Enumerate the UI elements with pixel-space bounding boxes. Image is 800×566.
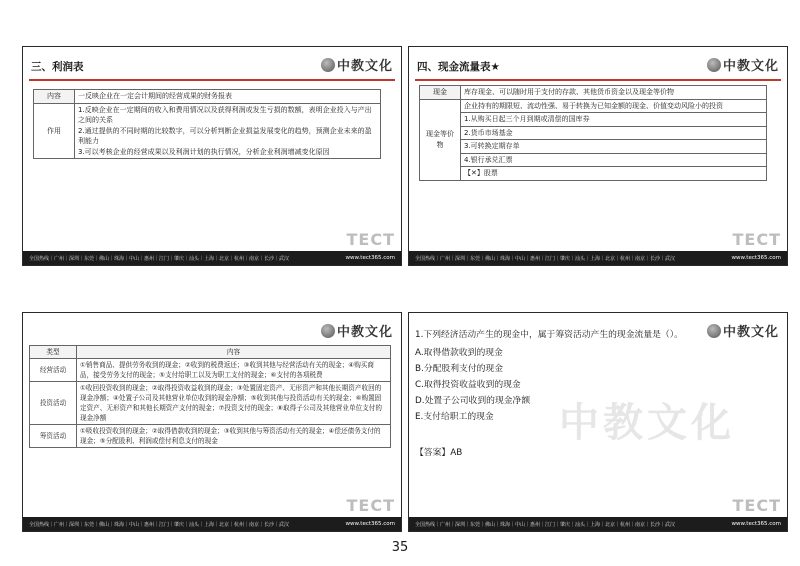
row-description: 企业持有的期限短、流动性强、易于转换为已知金额的现金、价值变动风险小的投资 [461, 99, 767, 113]
table-row [420, 126, 767, 140]
footer-nav: 全国热线｜广州｜深圳｜东莞｜佛山｜珠海｜中山｜惠州｜江门｜肇庆｜汕头｜上海｜北京｜杭州｜南京｜长沙｜武汉 [415, 521, 676, 528]
footer-url: www.tect365.com [731, 521, 781, 527]
list-item: 4.银行承兑汇票 [461, 153, 767, 167]
table-row [34, 90, 381, 104]
footer-nav: 全国热线｜广州｜深圳｜东莞｜佛山｜珠海｜中山｜惠州｜江门｜肇庆｜汕头｜上海｜北京｜杭州｜南京｜长沙｜武汉 [29, 255, 290, 262]
table-row [420, 167, 767, 181]
slide-footer [409, 251, 787, 265]
table-row [420, 86, 767, 100]
tect-watermark: TECT [346, 496, 395, 515]
brand-logo [321, 55, 393, 74]
footer-url: www.tect365.com [345, 521, 395, 527]
footer-nav: 全国热线｜广州｜深圳｜东莞｜佛山｜珠海｜中山｜惠州｜江门｜肇庆｜汕头｜上海｜北京｜杭州｜南京｜长沙｜武汉 [29, 521, 290, 528]
cash-flow-category-table [29, 345, 391, 448]
title-divider [415, 79, 781, 81]
option-b: B.分配股利支付的现金 [415, 364, 504, 374]
table-row [30, 382, 391, 425]
table-row [420, 113, 767, 127]
slide-title: 四、现金流量表★ [417, 61, 500, 73]
row-label: 现金等价物 [420, 99, 461, 180]
list-item: 3.可以考核企业的经营成果以及利润计划的执行情况，分析企业利润增减变化原因 [78, 147, 330, 156]
logo-globe-icon [321, 324, 335, 338]
logo-text: 中教文化 [722, 59, 779, 74]
row-content: ①销售商品、提供劳务收到的现金；②收到的税费返还；③收到其他与经营活动有关的现金；④购买商品，接受劳务支付的现金；⑤支付给职工以及为职工支付的现金；⑥支付的各项税费 [77, 359, 391, 382]
tect-watermark: TECT [346, 230, 395, 249]
page-number: 35 [391, 540, 409, 555]
table-row [30, 425, 391, 448]
list-item: 3.可转换定期存单 [461, 140, 767, 154]
logo-text: 中教文化 [722, 325, 779, 340]
row-content: ①收回投资收到的现金；②取得投资收益收到的现金；③处置固定资产、无形资产和其他长期资产收回的现金净额；④处置子公司及其他营业单位收到的现金净额；⑤收到其他与投资活动有关的现金；⑥购置固定资产、无形资产和其他长期资产支付的现金；⑦投资支付的现金；⑧取得子公司及其他营业单位支付的现金净额 [77, 382, 391, 425]
logo-text: 中教文化 [336, 59, 393, 74]
list-item: 1.反映企业在一定期间的收入和费用情况以及获得利润或发生亏损的数额，表明企业投入与产出之间的关系 [78, 105, 372, 124]
row-type: 经营活动 [30, 359, 77, 382]
slide-title: 三、利润表 [31, 61, 84, 73]
row-type: 筹资活动 [30, 425, 77, 448]
question-text: 1.下列经济活动产生的现金中，属于筹资活动产生的现金流量是（）。 [415, 330, 683, 340]
table-row [420, 99, 767, 113]
tect-watermark: TECT [732, 496, 781, 515]
row-label: 作用 [34, 103, 75, 159]
title-divider [29, 79, 395, 81]
option-c: C.取得投资收益收到的现金 [415, 380, 521, 390]
column-header-type: 类型 [30, 346, 77, 359]
logo-globe-icon [707, 324, 721, 338]
income-statement-table [33, 89, 381, 159]
row-type: 投资活动 [30, 382, 77, 425]
row-label: 现金 [420, 86, 461, 100]
brand-logo [707, 55, 779, 74]
footer-url: www.tect365.com [731, 255, 781, 261]
table-row [34, 103, 381, 159]
table-row [30, 359, 391, 382]
footer-nav: 全国热线｜广州｜深圳｜东莞｜佛山｜珠海｜中山｜惠州｜江门｜肇庆｜汕头｜上海｜北京｜杭州｜南京｜长沙｜武汉 [415, 255, 676, 262]
option-d: D.处置子公司收到的现金净额 [415, 396, 531, 406]
brand-logo [321, 321, 393, 340]
option-e: E.支付给职工的现金 [415, 412, 494, 422]
row-value: 库存现金、可以随时用于支付的存款、其他货币资金以及现金等价物 [461, 86, 767, 100]
cash-definition-table [419, 85, 767, 181]
answer-text: 【答案】AB [415, 448, 463, 458]
slide-cash-flow-categories [22, 312, 402, 532]
brand-logo [707, 321, 779, 340]
logo-globe-icon [321, 58, 335, 72]
list-item: 2.通过提供的不同时期的比较数字，可以分析判断企业损益发展变化的趋势，预测企业未来的盈利能力 [78, 126, 372, 145]
row-value [75, 103, 381, 159]
slide-footer [409, 517, 787, 531]
list-item: 2.货币市场基金 [461, 126, 767, 140]
slide-footer [23, 517, 401, 531]
table-header-row [30, 346, 391, 359]
row-content: ①吸收投资收到的现金；②取得借款收到的现金；③收到其他与筹资活动有关的现金；④偿还债务支付的现金；⑤分配股利、利润或偿付利息支付的现金 [77, 425, 391, 448]
slide-exercise-question [408, 312, 788, 532]
logo-watermark: 中教文化 [559, 399, 735, 446]
list-item: 1.从购买日起三个月到期或清偿的国库券 [461, 113, 767, 127]
footer-url: www.tect365.com [345, 255, 395, 261]
option-a: A.取得借款收到的现金 [415, 348, 503, 358]
slide-income-statement [22, 46, 402, 266]
note-item: 【✕】股票 [461, 167, 767, 181]
row-value: 一反映企业在一定会计期间的经营成果的财务报表 [75, 90, 381, 104]
tect-watermark: TECT [732, 230, 781, 249]
logo-globe-icon [707, 58, 721, 72]
logo-text: 中教文化 [336, 325, 393, 340]
table-row [420, 140, 767, 154]
table-row [420, 153, 767, 167]
slide-cash-flow-statement [408, 46, 788, 266]
slide-footer [23, 251, 401, 265]
row-label: 内容 [34, 90, 75, 104]
column-header-content: 内容 [77, 346, 391, 359]
